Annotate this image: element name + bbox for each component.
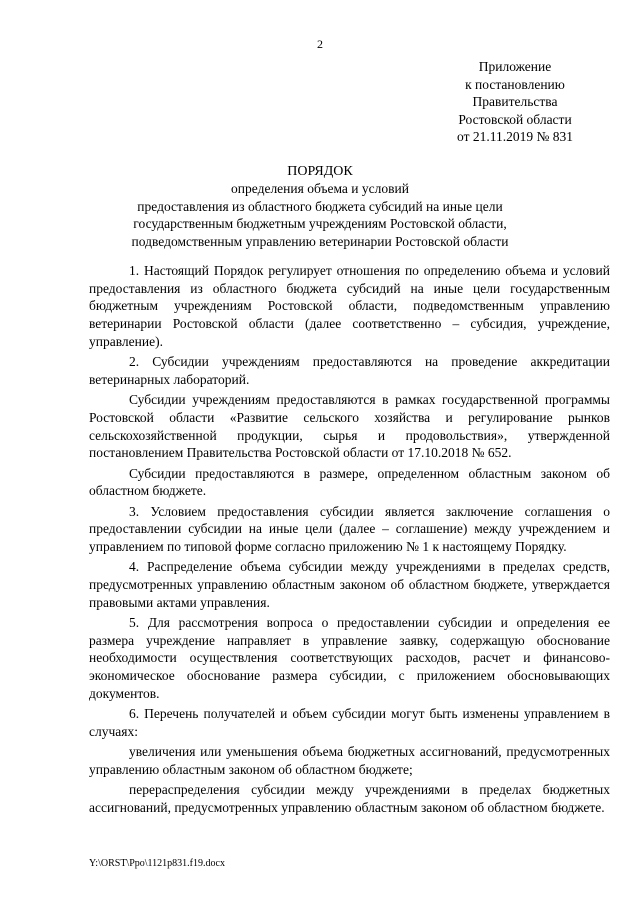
- appendix-line: Ростовской области: [458, 111, 572, 127]
- paragraph: увеличения или уменьшения объема бюджетных ассигнований, предусмотренных управлению областным законом об областном бюджете;: [89, 744, 610, 777]
- appendix-line: Правительства: [472, 94, 558, 109]
- subtitle-line: определения объема и условий: [231, 181, 409, 196]
- appendix-block: [430, 58, 600, 146]
- document-subtitle: [0, 180, 640, 250]
- appendix-line: Приложение: [478, 59, 552, 74]
- paragraph: 5. Для рассмотрения вопроса о предоставлении субсидии и определения ее размера учреждение направляет в управление заявку, содержащую обоснование необходимости осуществления соответствующих расходов, расчет и финансово-экономическое обоснование размера субсидии, с приложением обосновывающих документов.: [89, 614, 610, 701]
- title-text: ПОРЯДОК: [287, 164, 353, 179]
- subtitle-line: государственным бюджетным учреждениям Ростовской области,: [133, 216, 507, 231]
- paragraph: 6. Перечень получателей и объем субсидии могут быть изменены управлением в случаях:: [89, 706, 610, 739]
- footer-file-path: Y:\ORST\Ppo\1121p831.f19.docx: [89, 858, 225, 869]
- appendix-line: от 21.11.2019 № 831: [457, 129, 573, 144]
- document-title: [0, 163, 640, 181]
- paragraph: Субсидии учреждениям предоставляются в рамках государственной программы Ростовской области «Развитие сельского хозяйства и регулирование рынков сельскохозяйственной продукции, сырья и продовольствия», утвержденной постановлением Правительства Ростовской области от 17.10.2018 № 652.: [89, 392, 610, 461]
- paragraph: 3. Условием предоставления субсидии является заключение соглашения о предоставлении субсидии на иные цели (далее – соглашение) между учреждением и управлением по типовой форме согласно приложению № 1 к настоящему Порядку.: [89, 503, 610, 554]
- paragraph: Субсидии предоставляются в размере, определенном областным законом об областном бюджете.: [89, 465, 610, 499]
- page-number: 2: [317, 37, 323, 51]
- document-body: [89, 262, 610, 819]
- paragraph: перераспределения субсидии между учреждениями в пределах бюджетных ассигнований, предусмотренных управлению областным законом об областном бюджете.: [89, 782, 610, 815]
- paragraph: 1. Настоящий Порядок регулирует отношения по определению объема и условий предоставления из областного бюджета субсидий на иные цели государственным бюджетным учреждениям Ростовской области, подведомственным управлению ветеринарии Ростовской области (далее соответственно – субсидия, учреждение, управление).: [89, 263, 610, 349]
- paragraph: 4. Распределение объема субсидии между учреждениями в пределах средств, предусмотренных управлению областным законом об областном бюджете, утверждается правовыми актами управления.: [89, 559, 610, 610]
- subtitle-line: предоставления из областного бюджета субсидий на иные цели: [137, 198, 503, 214]
- appendix-line: к постановлению: [465, 76, 565, 92]
- subtitle-line: подведомственным управлению ветеринарии Ростовской области: [131, 233, 509, 249]
- paragraph: 2. Субсидии учреждениям предоставляются на проведение аккредитации ветеринарных лабораторий.: [89, 354, 610, 387]
